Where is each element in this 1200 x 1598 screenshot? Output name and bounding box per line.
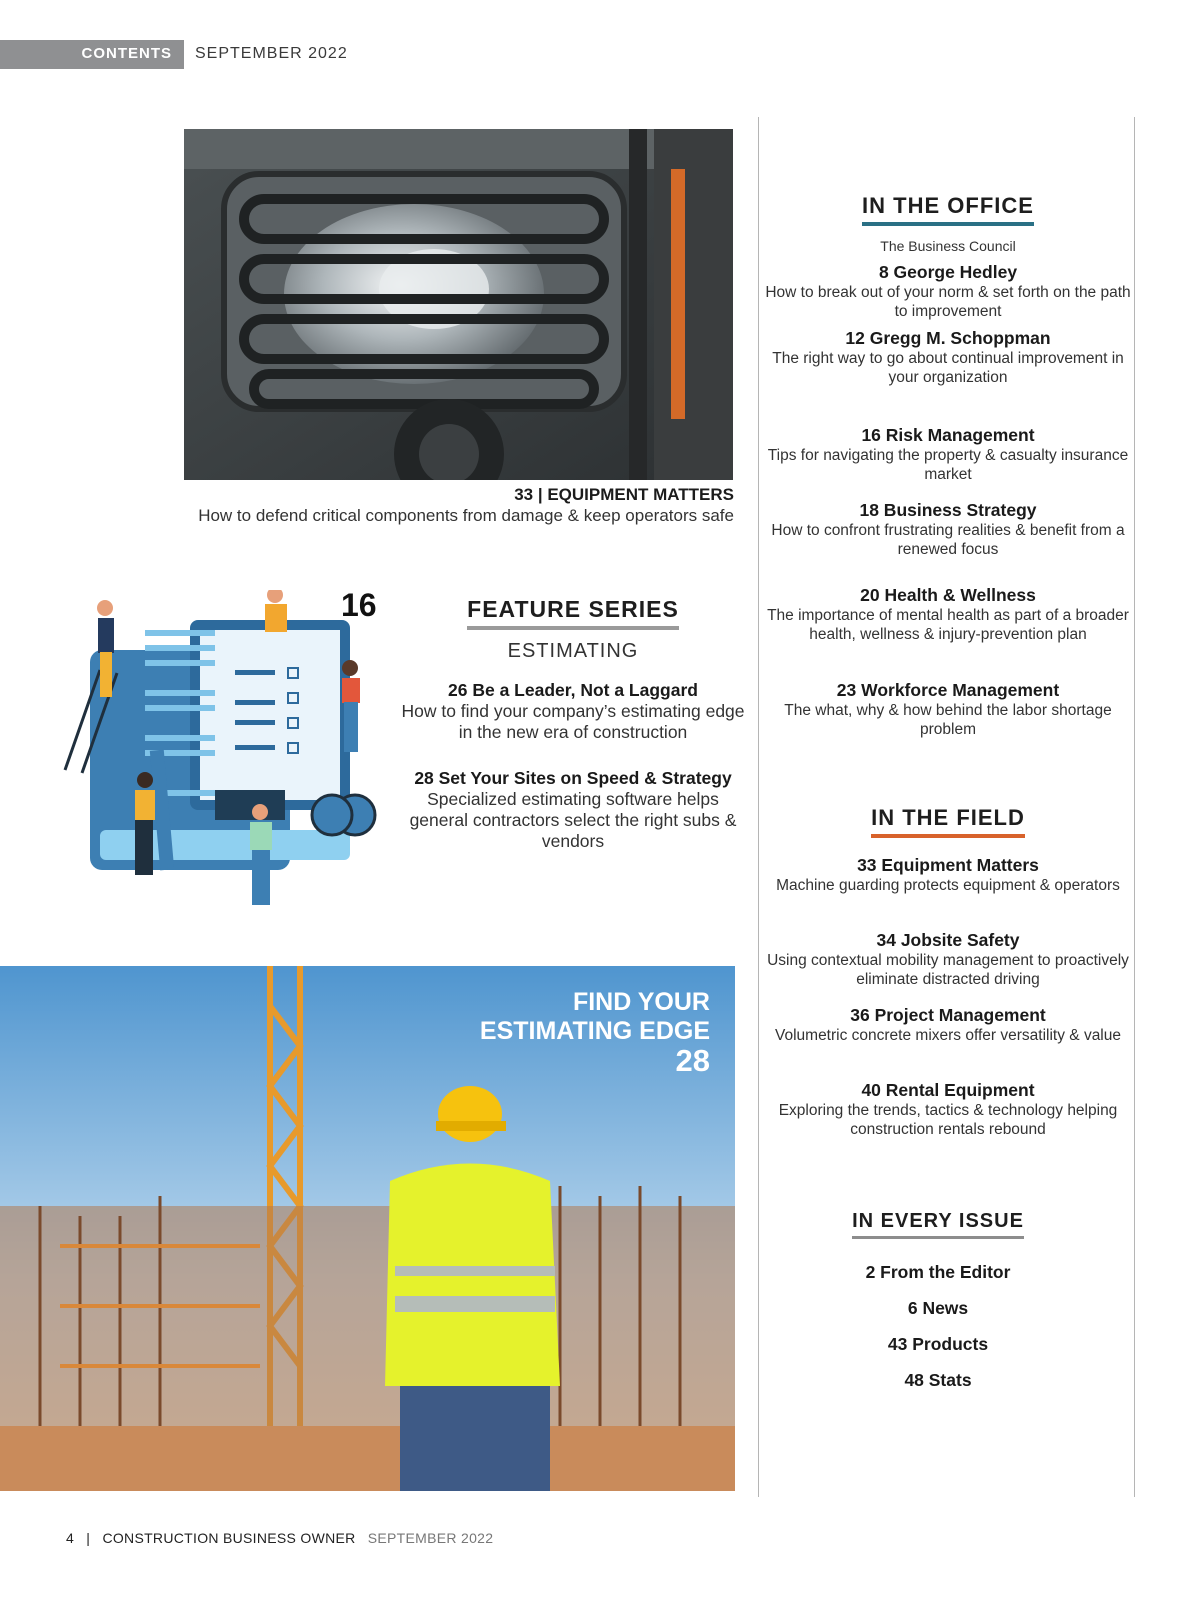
toc-entry-title[interactable]: 40 Rental Equipment: [861, 1080, 1035, 1100]
toc-entry-desc: Volumetric concrete mixers offer versatility & value: [774, 1027, 1121, 1044]
toc-entry[interactable]: [762, 855, 1134, 895]
toc-entry[interactable]: [762, 500, 1134, 559]
toc-entry-desc: The what, why & how behind the labor shortage problem: [784, 702, 1112, 738]
in-the-office-heading-text: IN THE OFFICE: [862, 193, 1034, 226]
feature-item-desc: Specialized estimating software helps general contractors select the right subs & vendors: [409, 789, 737, 851]
in-every-issue-heading: [752, 1210, 1124, 1239]
toc-entry-desc: How to break out of your norm & set forth on the path to improvement: [765, 284, 1131, 320]
toc-entry-title[interactable]: 12 Gregg M. Schoppman: [845, 328, 1051, 348]
toc-entry-desc: The importance of mental health as part of a broader health, wellness & injury-prevention plan: [767, 607, 1129, 643]
toc-entry[interactable]: [762, 262, 1134, 321]
footer-separator: |: [86, 1530, 91, 1546]
toc-entry[interactable]: 6 News: [907, 1298, 969, 1318]
feature-item[interactable]: [400, 680, 746, 743]
equipment-headlight-photo[interactable]: [184, 129, 733, 480]
toc-entry-title[interactable]: 36 Project Management: [850, 1005, 1046, 1025]
toc-entry-desc: Exploring the trends, tactics & technology helping construction rentals rebound: [778, 1102, 1118, 1138]
feature-series-heading-text: FEATURE SERIES: [467, 596, 679, 630]
in-the-field-heading-text: IN THE FIELD: [871, 805, 1025, 838]
toc-entry[interactable]: [762, 1005, 1134, 1045]
toc-entry[interactable]: [762, 680, 1134, 739]
column-divider-left: [758, 117, 759, 1497]
feature-item-desc: How to find your company’s estimating edge in the new era of construction: [401, 701, 745, 742]
in-the-field-heading: [762, 805, 1134, 838]
feature-series-heading: [408, 596, 738, 630]
toc-entry-desc: The right way to go about continual improvement in your organization: [772, 350, 1124, 386]
toc-entry-title[interactable]: 23 Workforce Management: [836, 680, 1060, 700]
estimating-edge-promo[interactable]: [420, 988, 710, 1078]
toc-entry-title[interactable]: 16 Risk Management: [861, 425, 1035, 445]
toc-entry[interactable]: [762, 1080, 1134, 1139]
promo-line-2: ESTIMATING EDGE: [479, 1017, 710, 1045]
feature-item-title[interactable]: 28 Set Your Sites on Speed & Strategy: [414, 768, 732, 788]
toc-entry-title[interactable]: 18 Business Strategy: [859, 500, 1037, 520]
in-the-office-heading: [762, 193, 1134, 226]
contents-label: CONTENTS: [81, 45, 172, 62]
footer-page-number: 4: [66, 1530, 75, 1546]
toc-entry[interactable]: 48 Stats: [904, 1370, 972, 1390]
footer-publication: CONSTRUCTION BUSINESS OWNER: [102, 1530, 356, 1546]
toc-entry-title[interactable]: 34 Jobsite Safety: [876, 930, 1020, 950]
toc-entry-desc: How to confront frustrating realities & benefit from a renewed focus: [771, 522, 1125, 558]
headlight-illustration: [184, 129, 733, 480]
business-council-subheading: The Business Council: [880, 238, 1016, 254]
estimating-illustration: [60, 590, 390, 935]
toc-entry-desc: Tips for navigating the property & casualty insurance market: [767, 447, 1129, 483]
feature-series-topic: ESTIMATING: [507, 640, 639, 662]
toc-entry-title[interactable]: 8 George Hedley: [878, 262, 1018, 282]
top-feature-subtitle: How to defend critical components from damage & keep operators safe: [198, 506, 734, 525]
promo-page-number: 28: [675, 1043, 710, 1078]
toc-entry[interactable]: [762, 425, 1134, 484]
column-divider-right: [1134, 117, 1135, 1497]
footer-date: SEPTEMBER 2022: [367, 1530, 494, 1546]
feature-series-page-number: 16: [341, 587, 377, 623]
toc-entry[interactable]: 43 Products: [887, 1334, 989, 1354]
toc-entry-title[interactable]: 33 Equipment Matters: [857, 855, 1039, 875]
feature-item[interactable]: [400, 768, 746, 852]
in-every-issue-heading-text: IN EVERY ISSUE: [852, 1210, 1024, 1239]
feature-item-title[interactable]: 26 Be a Leader, Not a Laggard: [448, 680, 698, 700]
toc-entry-title[interactable]: 20 Health & Wellness: [860, 585, 1036, 605]
toc-entry[interactable]: [762, 328, 1134, 387]
toc-entry[interactable]: [762, 585, 1134, 644]
toc-entry-desc: Using contextual mobility management to proactively eliminate distracted driving: [767, 952, 1129, 988]
contents-header-band: [0, 40, 184, 69]
promo-line-1: FIND YOUR: [572, 988, 710, 1016]
issue-date: SEPTEMBER 2022: [195, 45, 348, 62]
toc-entry[interactable]: 2 From the Editor: [865, 1262, 1011, 1282]
toc-entry[interactable]: [762, 930, 1134, 989]
page-footer: [66, 1530, 493, 1546]
top-feature-title[interactable]: 33 | EQUIPMENT MATTERS: [514, 485, 734, 504]
toc-entry-desc: Machine guarding protects equipment & operators: [776, 877, 1120, 894]
